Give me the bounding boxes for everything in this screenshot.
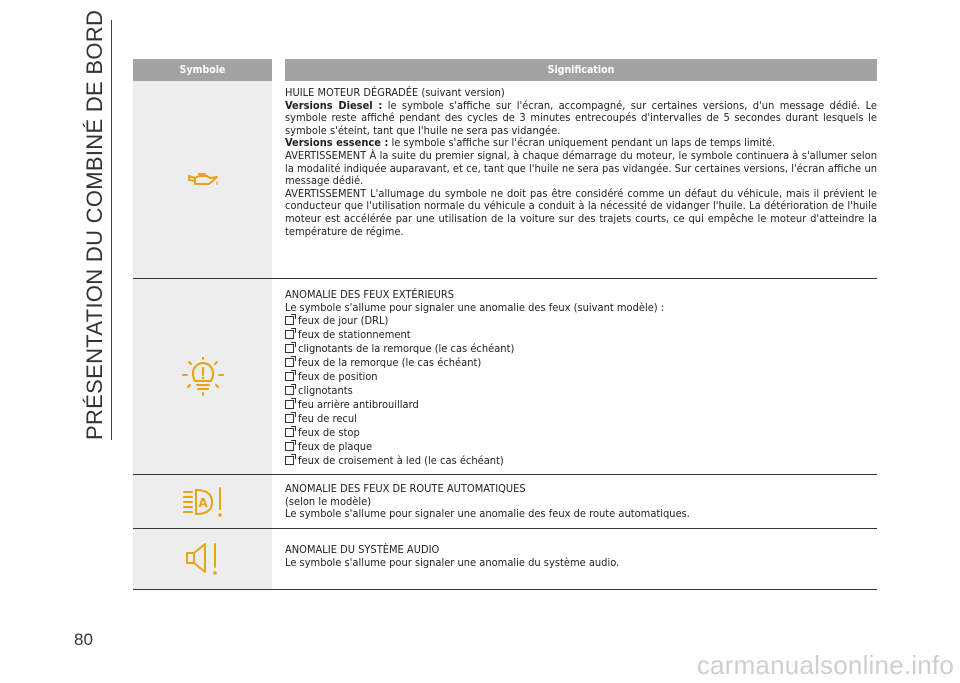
symbol-table: [133, 59, 877, 590]
bulb-failure-icon: [181, 357, 225, 397]
header-symbol: Symbole: [179, 64, 226, 76]
row-title: ANOMALIE DU SYSTÈME AUDIO: [285, 543, 440, 556]
row-title: HUILE MOTEUR DÉGRADÉE (suivant version): [285, 86, 505, 99]
list-item: feux de stop: [285, 426, 877, 440]
symbol-cell: [133, 529, 272, 589]
auto-high-beam-warning-icon: [182, 484, 224, 520]
meaning-cell: [285, 279, 877, 474]
list-item: feu arrière antibrouillard: [285, 398, 877, 412]
auto-letter: A: [197, 495, 208, 510]
list-item: feux de stationnement: [285, 328, 877, 342]
paragraph: (selon le modèle): [285, 494, 372, 508]
symbol-cell: [133, 81, 272, 278]
row-title: ANOMALIE DES FEUX EXTÉRIEURS: [285, 288, 455, 301]
list-item: feux de la remorque (le cas échéant): [285, 356, 877, 370]
symbol-cell: [133, 279, 272, 474]
list-item: feux de jour (DRL): [285, 314, 877, 328]
table-row: [133, 279, 877, 475]
list-item: feux de plaque: [285, 440, 877, 454]
symbol-cell: [133, 475, 272, 528]
oil-can-icon: [186, 171, 220, 189]
meaning-cell: [285, 81, 877, 278]
label-diesel: Versions Diesel :: [285, 98, 383, 112]
list-item: feux de croisement à led (le cas échéant): [285, 454, 877, 468]
list-item: feu de recul: [285, 412, 877, 426]
list-item: feux de position: [285, 370, 877, 384]
header-meaning: Signification: [547, 64, 615, 76]
list-item: clignotants: [285, 384, 877, 398]
table-header: [133, 59, 877, 81]
paragraph: Versions essence : le symbole s'affiche sur l'écran uniquement pendant un laps de temps limité.: [285, 136, 776, 150]
table-row: [133, 81, 877, 279]
meaning-cell: [285, 475, 877, 528]
paragraph: Le symbole s'allume pour signaler une anomalie des feux (suivant modèle) :: [285, 300, 665, 314]
paragraph: Le symbole s'allume pour signaler une anomalie du système audio.: [285, 555, 620, 569]
list-item: clignotants de la remorque (le cas échéant): [285, 342, 877, 356]
paragraph: Le symbole s'allume pour signaler une anomalie des feux de route automatiques.: [285, 507, 690, 521]
warning-paragraph: AVERTISSEMENT À la suite du premier signal, à chaque démarrage du moteur, le symbole continuera à s'allumer selon la modalité indiquée auparavant, et ce, tant que l'huile ne sera pas vidangée. Sur certaines versions, l'écran affiche un message dédié.: [285, 148, 877, 188]
audio-warning-icon: [184, 540, 222, 578]
warning-paragraph: AVERTISSEMENT L'allumage du symbole ne doit pas être considéré comme un défaut du véhicule, mais il prévient le conducteur que l'utilisation normale du véhicule a conduit à la nécessité de vidanger l'huile. La détérioration de l'huile moteur est accélérée par une utilisation de la voiture sur des trajets courts, ce qui empêche le moteur d'atteindre la température de régime.: [285, 186, 877, 238]
meaning-cell: [285, 529, 877, 589]
row-title: ANOMALIE DES FEUX DE ROUTE AUTOMATIQUES: [285, 482, 526, 495]
paragraph: Versions Diesel : le symbole s'affiche sur l'écran, accompagné, sur certaines versions, d'un message dédié. Le symbole reste affiché pendant des cycles de 3 minutes entrecoupés d'intervalles de 5 secondes durant lesquels le symbole s'éteint, tant que l'huile ne sera pas vidangée.: [285, 98, 877, 137]
table-row: [133, 529, 877, 590]
side-chapter-title: PRÉSENTATION DU COMBINÉ DE BORD: [82, 20, 112, 440]
page-number: 80: [74, 630, 93, 649]
label-essence: Versions essence :: [285, 136, 389, 150]
watermark: carmanualsonline.info: [696, 650, 954, 680]
table-row: [133, 475, 877, 529]
